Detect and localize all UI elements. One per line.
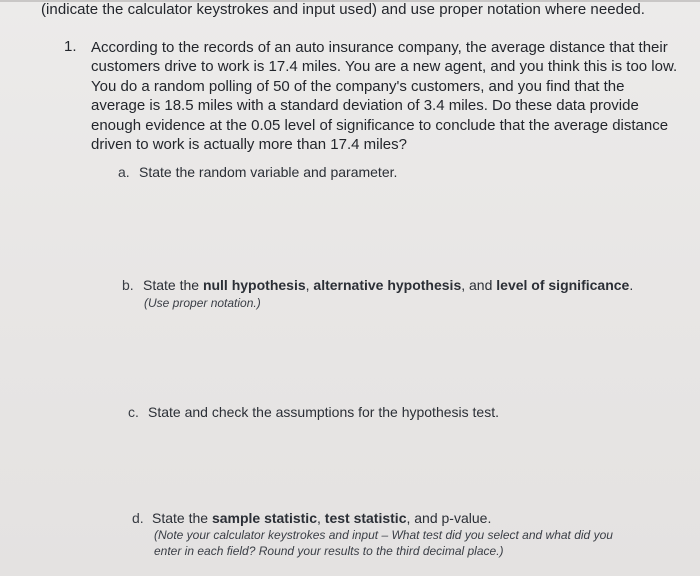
question-line: customers drive to work is 17.4 miles. You are a new agent, and you think this is too low. <box>91 58 678 76</box>
question-line: You do a random polling of 50 of the company's customers, and you find that the <box>91 77 625 95</box>
question-number: 1. <box>64 38 77 55</box>
part-c-letter: c. <box>128 404 139 420</box>
part-a-letter: a. <box>118 164 130 180</box>
question-text <box>91 38 678 154</box>
part-d-note-line-1: (Note your calculator keystrokes and input – What test did you select and what did you <box>154 528 613 542</box>
question-line: According to the records of an auto insurance company, the average distance that their <box>91 39 668 56</box>
question-line: driven to work is actually more than 17.4 miles? <box>91 136 407 154</box>
part-a-text: State the random variable and parameter. <box>139 164 398 180</box>
question-line: average is 18.5 miles with a standard deviation of 3.4 miles. Do these data provide <box>91 97 639 115</box>
question-line: enough evidence at the 0.05 level of significance to conclude that the average distance <box>91 116 669 134</box>
part-b-note: (Use proper notation.) <box>144 296 261 310</box>
part-d-letter: d. <box>132 510 144 526</box>
part-d-text: State the sample statistic, test statistic, and p-value. <box>152 510 492 526</box>
part-b-letter: b. <box>122 277 134 293</box>
part-b-text: State the null hypothesis, alternative hypothesis, and level of significance. <box>143 277 634 293</box>
part-d-note-line-2: enter in each field? Round your results to the third decimal place.) <box>154 544 504 558</box>
part-c-text: State and check the assumptions for the hypothesis test. <box>148 404 499 420</box>
instructions-text: (indicate the calculator keystrokes and input used) and use proper notation where needed. <box>41 1 645 18</box>
